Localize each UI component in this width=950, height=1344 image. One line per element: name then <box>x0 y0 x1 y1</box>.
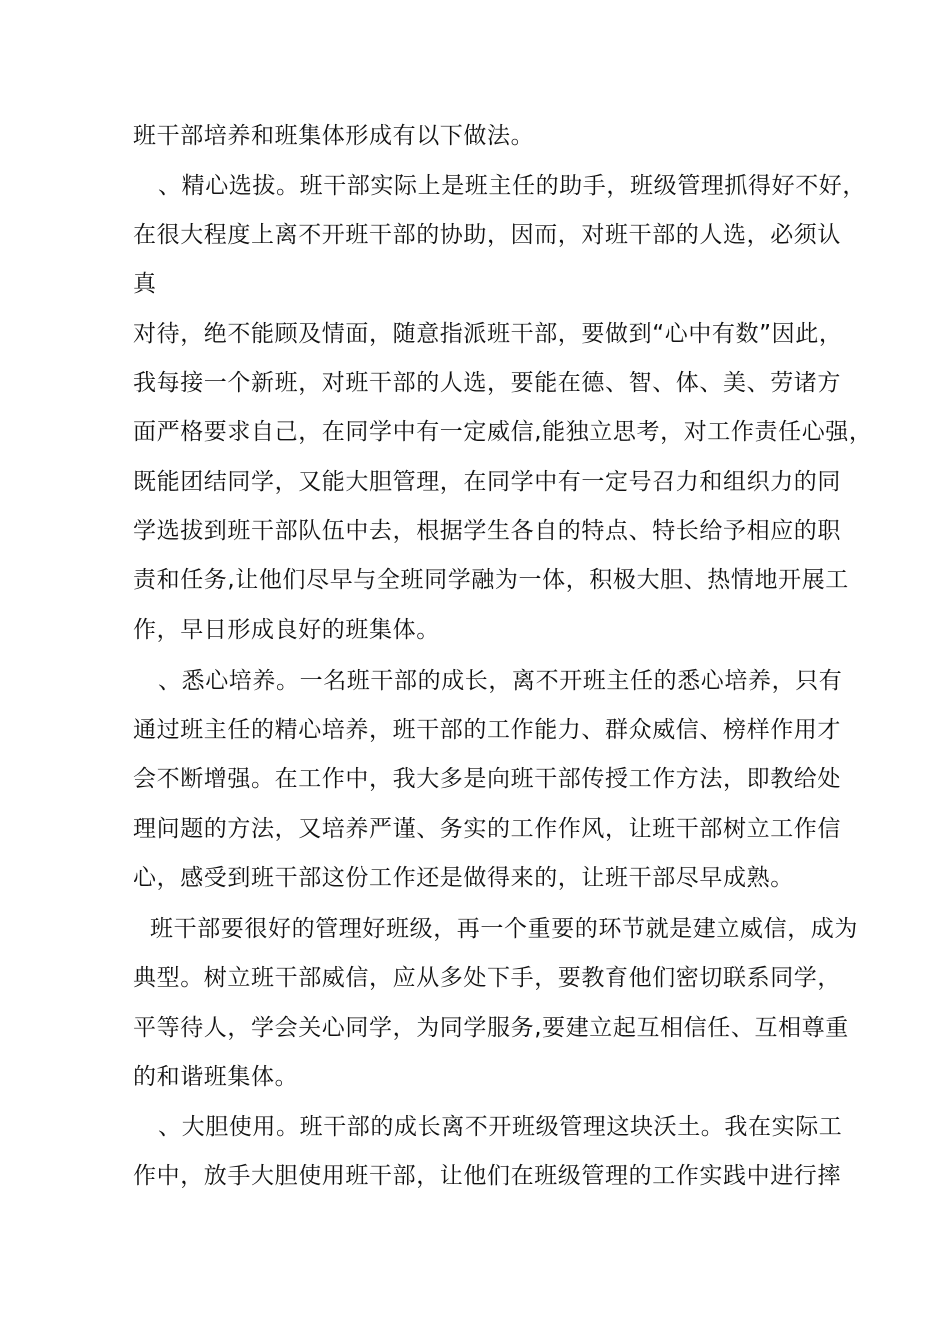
text-line: 平等待人，学会关心同学，为同学服务,要建立起互相信任、互相尊重 <box>133 1015 849 1041</box>
text-line: 典型。树立班干部威信，应从多处下手，要教育他们密切联系同学， <box>133 965 841 991</box>
text-line: 真 <box>133 271 157 297</box>
text-line: 学选拔到班干部队伍中去，根据学生各自的特点、特长给予相应的职 <box>133 518 841 544</box>
text-line: 、大胆使用。班干部的成长离不开班级管理这块沃土。我在实际工 <box>158 1114 843 1140</box>
text-line: 我每接一个新班，对班干部的人选，要能在德、智、体、美、劳诸方 <box>133 370 841 396</box>
text-line: 作，早日形成良好的班集体。 <box>133 617 440 643</box>
text-line: 的和谐班集体。 <box>133 1064 299 1090</box>
text-line: 既能团结同学，又能大胆管理，在同学中有一定号召力和组织力的同 <box>133 469 841 495</box>
text-line: 理问题的方法，又培养严谨、务实的工作作风，让班干部树立工作信 <box>133 816 841 842</box>
text-line: 在很大程度上离不开班干部的协助，因而，对班干部的人选，必须认 <box>133 222 841 248</box>
text-line: 会不断增强。在工作中，我大多是向班干部传授工作方法，即教给处 <box>133 766 841 792</box>
text-line: 班干部培养和班集体形成有以下做法。 <box>133 123 535 149</box>
text-line: 责和任务,让他们尽早与全班同学融为一体，积极大胆、热情地开展工 <box>133 567 849 593</box>
text-line: 通过班主任的精心培养，班干部的工作能力、群众威信、榜样作用才 <box>133 717 841 743</box>
text-line: 心，感受到班干部这份工作还是做得来的，让班干部尽早成熟。 <box>133 865 794 891</box>
text-line: 对待，绝不能顾及情面，随意指派班干部，要做到“心中有数”因此， <box>133 321 843 347</box>
text-line: 班干部要很好的管理好班级，再一个重要的环节就是建立威信，成为 <box>150 916 858 942</box>
text-line: 、精心选拔。班干部实际上是班主任的助手，班级管理抓得好不好， <box>158 173 866 199</box>
text-line: 面严格要求自己，在同学中有一定威信,能独立思考，对工作责任心强， <box>133 419 873 445</box>
text-line: 作中，放手大胆使用班干部，让他们在班级管理的工作实践中进行摔 <box>133 1163 841 1189</box>
text-line: 、悉心培养。一名班干部的成长，离不开班主任的悉心培养，只有 <box>158 668 843 694</box>
